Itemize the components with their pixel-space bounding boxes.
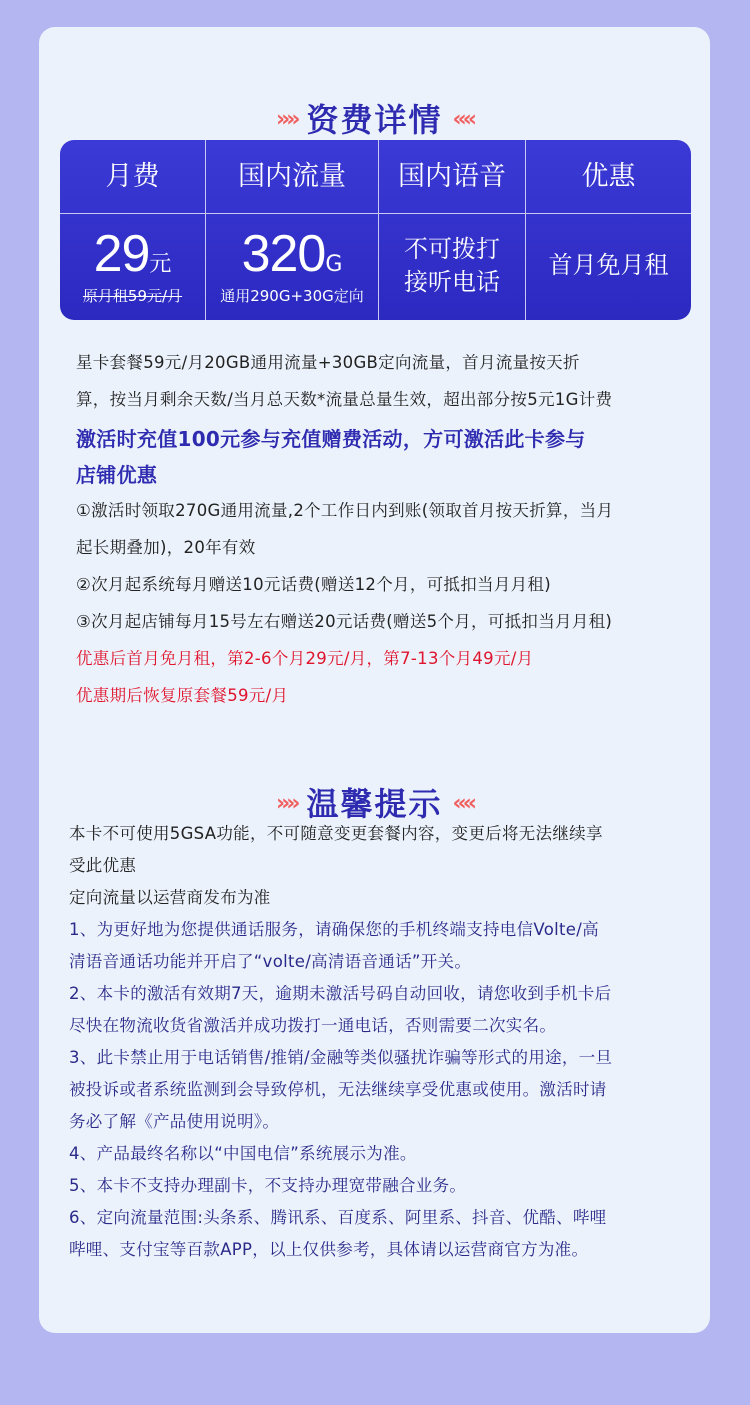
voice-line1: 不可拨打 <box>404 235 500 263</box>
tip-line: 3、此卡禁止用于电话销售/推销/金融等类似骚扰诈骗等形式的用途，一旦 <box>69 1048 613 1067</box>
tips-title-text: 温馨提示 <box>306 785 443 823</box>
tip-line: 1、为更好地为您提供通话服务，请确保您的手机终端支持电信Volte/高 <box>69 920 599 939</box>
detail-item: 起长期叠加)，20年有效 <box>76 538 256 557</box>
tip-line: 5、本卡不支持办理副卡，不支持办理宽带融合业务。 <box>69 1176 467 1195</box>
header-domestic-voice: 国内语音 <box>398 161 506 192</box>
detail-line: 算，按当月剩余天数/当月总天数*流量总量生效，超出部分按5元1G计费 <box>76 390 613 409</box>
data-unit: G <box>325 252 343 277</box>
fee-unit: 元 <box>149 252 172 277</box>
chevron-left-icon: «« <box>452 791 473 816</box>
tip-line: 清语音通话功能并开启了“volte/高清语音通话”开关。 <box>69 952 472 971</box>
section-title-tariff <box>39 95 710 141</box>
data-detail: 通用290G+30G定向 <box>220 287 364 305</box>
header-discount: 优惠 <box>581 161 636 192</box>
tip-line: 6、定向流量范围:头条系、腾讯系、百度系、阿里系、抖音、优酷、哔哩 <box>69 1208 607 1227</box>
tip-line: 受此优惠 <box>69 856 137 875</box>
tip-line: 定向流量以运营商发布为准 <box>69 888 271 907</box>
tip-line: 本卡不可使用5GSA功能，不可随意变更套餐内容，变更后将无法继续享 <box>69 824 603 843</box>
table-divider <box>60 213 691 214</box>
fee-value: 29 <box>93 225 150 283</box>
chevron-left-icon: «« <box>452 107 473 132</box>
voice-line2: 接听电话 <box>404 268 500 296</box>
data-cell <box>206 225 378 283</box>
detail-item: ③次月起店铺每月15号左右赠送20元话费(赠送5个月，可抵扣当月月租) <box>76 612 613 631</box>
tip-line: 务必了解《产品使用说明》。 <box>69 1112 280 1131</box>
tariff-table <box>60 140 691 320</box>
header-domestic-data: 国内流量 <box>238 161 346 192</box>
highlight-line: 激活时充值100元参与充值赠费活动，方可激活此卡参与 <box>76 427 586 451</box>
highlight-line: 店铺优惠 <box>76 463 158 487</box>
section-title-tips <box>39 779 710 825</box>
detail-line: 星卡套餐59元/月20GB通用流量+30GB定向流量，首月流量按天折 <box>76 353 580 372</box>
chevron-right-icon: »» <box>276 107 297 132</box>
red-note: 优惠期后恢复原套餐59元/月 <box>76 686 289 705</box>
detail-item: ②次月起系统每月赠送10元话费(赠送12个月，可抵扣当月月租) <box>76 575 551 594</box>
fee-cell <box>60 225 205 283</box>
tariff-title-text: 资费详情 <box>306 101 443 139</box>
tip-line: 2、本卡的激活有效期7天，逾期未激活号码自动回收，请您收到手机卡后 <box>69 984 612 1003</box>
promo-text: 首月免月租 <box>548 251 669 279</box>
tip-line: 尽快在物流收货省激活并成功拨打一通电话，否则需要二次实名。 <box>69 1016 557 1035</box>
fee-original: 原月租59元/月 <box>82 287 183 305</box>
red-note: 优惠后首月免月租，第2-6个月29元/月，第7-13个月49元/月 <box>76 649 534 668</box>
tip-line: 4、产品最终名称以“中国电信”系统展示为准。 <box>69 1144 417 1163</box>
detail-item: ①激活时领取270G通用流量,2个工作日内到账(领取首月按天折算，当月 <box>76 501 614 520</box>
header-monthly-fee: 月费 <box>105 161 160 192</box>
tip-line: 被投诉或者系统监测到会导致停机，无法继续享受优惠或使用。激活时请 <box>69 1080 607 1099</box>
chevron-right-icon: »» <box>276 791 297 816</box>
tip-line: 哔哩、支付宝等百款APP，以上仅供参考，具体请以运营商官方为准。 <box>69 1240 589 1259</box>
content-card <box>39 27 710 1333</box>
data-value: 320 <box>241 225 326 283</box>
